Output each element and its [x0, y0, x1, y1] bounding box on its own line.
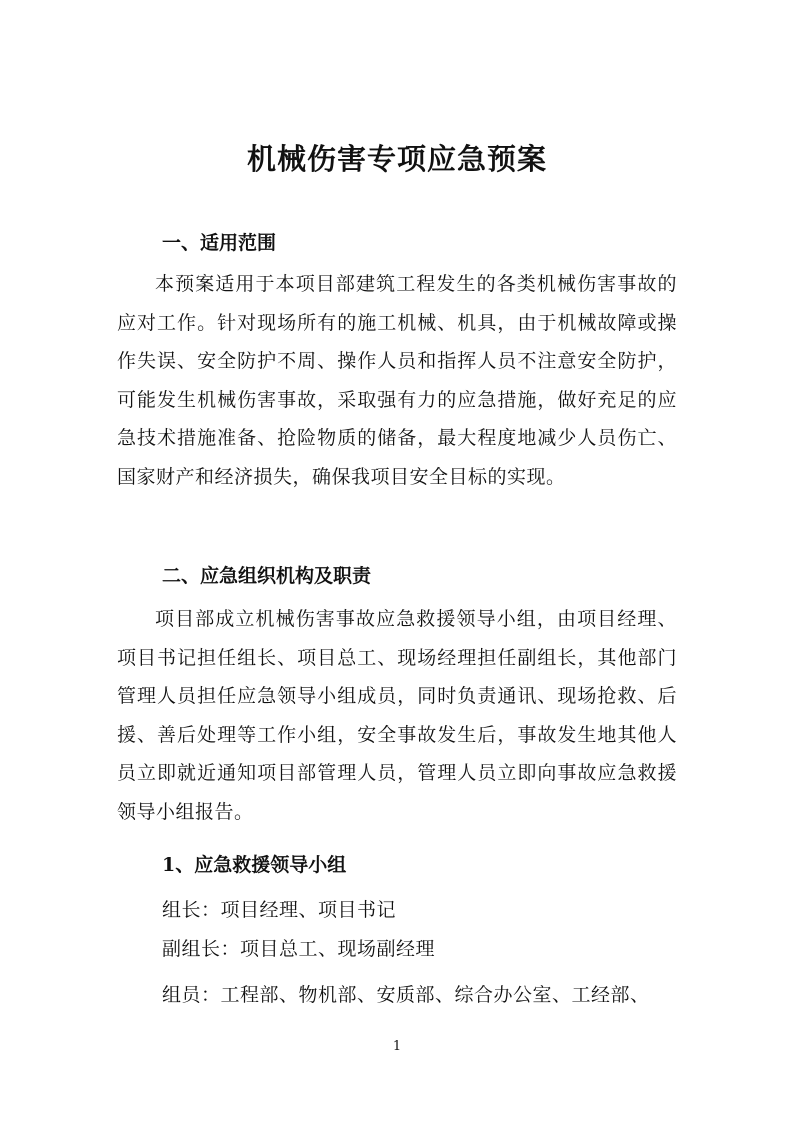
page-number: 1: [392, 1039, 402, 1054]
section-heading-organization: 二、应急组织机构及职责: [162, 565, 372, 587]
document-title: 机械伤害专项应急预案: [246, 142, 547, 176]
leader-line: 组长：项目经理、项目书记: [162, 899, 397, 921]
deputy-leader-line: 副组长：项目总工、现场副经理: [162, 938, 436, 960]
section-paragraph-organization: 项目部成立机械伤害事故应急救援领导小组，由项目经理、项目书记担任组长、项目总工、现场经理担任副组长，其他部门管理人员担任应急领导小组成员，同时负责通讯、现场抢救、后援、善后处理等工作小组，安全事故发生后，事故发生地其他人员立即就近通知项目部管理人员，管理人员立即向事故应急救援领导小组报告。: [117, 608, 677, 823]
members-line: 组员：工程部、物机部、安质部、综合办公室、工经部、: [162, 984, 650, 1006]
section-heading-scope: 一、适用范围: [162, 232, 277, 254]
subsection-heading-leadership-team: 1、应急救援领导小组: [162, 854, 347, 876]
section-paragraph-scope: 本预案适用于本项目部建筑工程发生的各类机械伤害事故的应对工作。针对现场所有的施工机械、机具，由于机械故障或操作失误、安全防护不周、操作人员和指挥人员不注意安全防护，可能发生机械伤害事故，采取强有力的应急措施，做好充足的应急技术措施准备、抢险物质的储备，最大程度地减少人员伤亡、国家财产和经济损失，确保我项目安全目标的实现。: [117, 273, 677, 488]
